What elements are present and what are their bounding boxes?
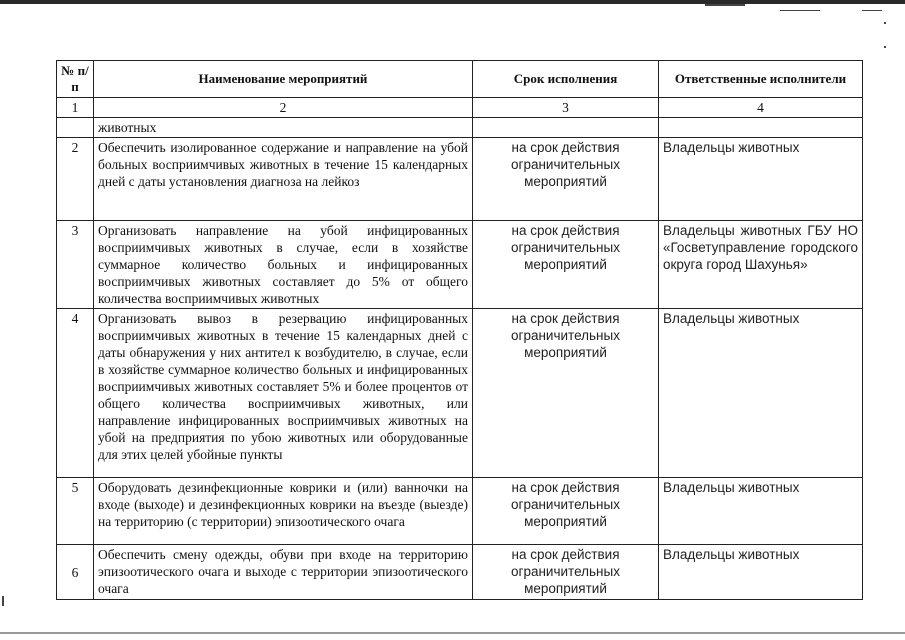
- measure-term: на срок действия ограничительных мероприятий: [473, 478, 659, 545]
- row-number: 5: [57, 478, 94, 545]
- measure-responsible: Владельцы животных: [659, 138, 863, 221]
- table-row: [57, 545, 863, 600]
- continuation-text: животных: [94, 118, 473, 138]
- measure-responsible: Владельцы животных ГБУ НО «Госветуправление городского округа город Шахунья»: [659, 221, 863, 309]
- scan-top-edge: [0, 0, 905, 4]
- measure-name: Организовать вывоз в резервацию инфицированных восприимчивых животных в течение 15 календарных дней с даты обнаружения у них антител к возбудителю, в случае, если в хозяйстве суммарное количество больных и инфицированных восприимчивых животных составляет 5% и более процентов от общего количества восприимчивых животных, или направление инфицированных восприимчивых животных на убой на предприятия по убою животных или оборудованные для этих целей убойные пункты: [94, 309, 473, 478]
- row-number: 3: [57, 221, 94, 309]
- measure-responsible: Владельцы животных: [659, 545, 863, 600]
- column-number: 4: [659, 98, 863, 118]
- column-number: 1: [57, 98, 94, 118]
- measure-name: Обеспечить смену одежды, обуви при входе на территорию эпизоотического очага и выходе с территории эпизоотического очага: [94, 545, 473, 600]
- table-row: [57, 221, 863, 309]
- header-row: [57, 61, 863, 98]
- table-row: [57, 309, 863, 478]
- measures-table: [56, 60, 863, 600]
- table-row: [57, 478, 863, 545]
- measure-name: Организовать направление на убой инфицированных восприимчивых животных в случае, если в хозяйстве суммарное количество больных и инфицированных восприимчивых животных составляет до 5% от общего количества восприимчивых животных: [94, 221, 473, 309]
- measure-term: на срок действия ограничительных мероприятий: [473, 309, 659, 478]
- scan-bottom-edge: [0, 632, 905, 634]
- table-row: [57, 138, 863, 221]
- measure-responsible: Владельцы животных: [659, 478, 863, 545]
- header-term: Срок исполнения: [473, 61, 659, 98]
- header-name: Наименование мероприятий: [94, 61, 473, 98]
- column-number: 2: [94, 98, 473, 118]
- measure-responsible: Владельцы животных: [659, 309, 863, 478]
- measure-term: на срок действия ограничительных мероприятий: [473, 221, 659, 309]
- row-number: 4: [57, 309, 94, 478]
- scan-artifact: [884, 46, 886, 48]
- scan-artifact: [884, 22, 886, 24]
- header-responsible: Ответственные исполнители: [659, 61, 863, 98]
- measure-name: Оборудовать дезинфекционные коврики и (или) ванночки на входе (выходе) и дезинфекционных коврики на въезде (выезде) на территорию (с территории) эпизоотического очага: [94, 478, 473, 545]
- scan-artifact: [2, 596, 4, 606]
- measure-name: Обеспечить изолированное содержание и направление на убой больных восприимчивых животных в течение 15 календарных дней с даты установления диагноза на лейкоз: [94, 138, 473, 221]
- header-no: № п/п: [57, 61, 94, 98]
- scan-artifact: [780, 10, 820, 11]
- column-number: 3: [473, 98, 659, 118]
- scan-artifact: [862, 10, 882, 11]
- measure-term: на срок действия ограничительных мероприятий: [473, 138, 659, 221]
- column-number-row: [57, 98, 863, 118]
- measure-term: на срок действия ограничительных мероприятий: [473, 545, 659, 600]
- scan-artifact: [705, 4, 745, 6]
- continuation-row: [57, 118, 863, 138]
- row-number: 6: [57, 545, 94, 600]
- row-number: 2: [57, 138, 94, 221]
